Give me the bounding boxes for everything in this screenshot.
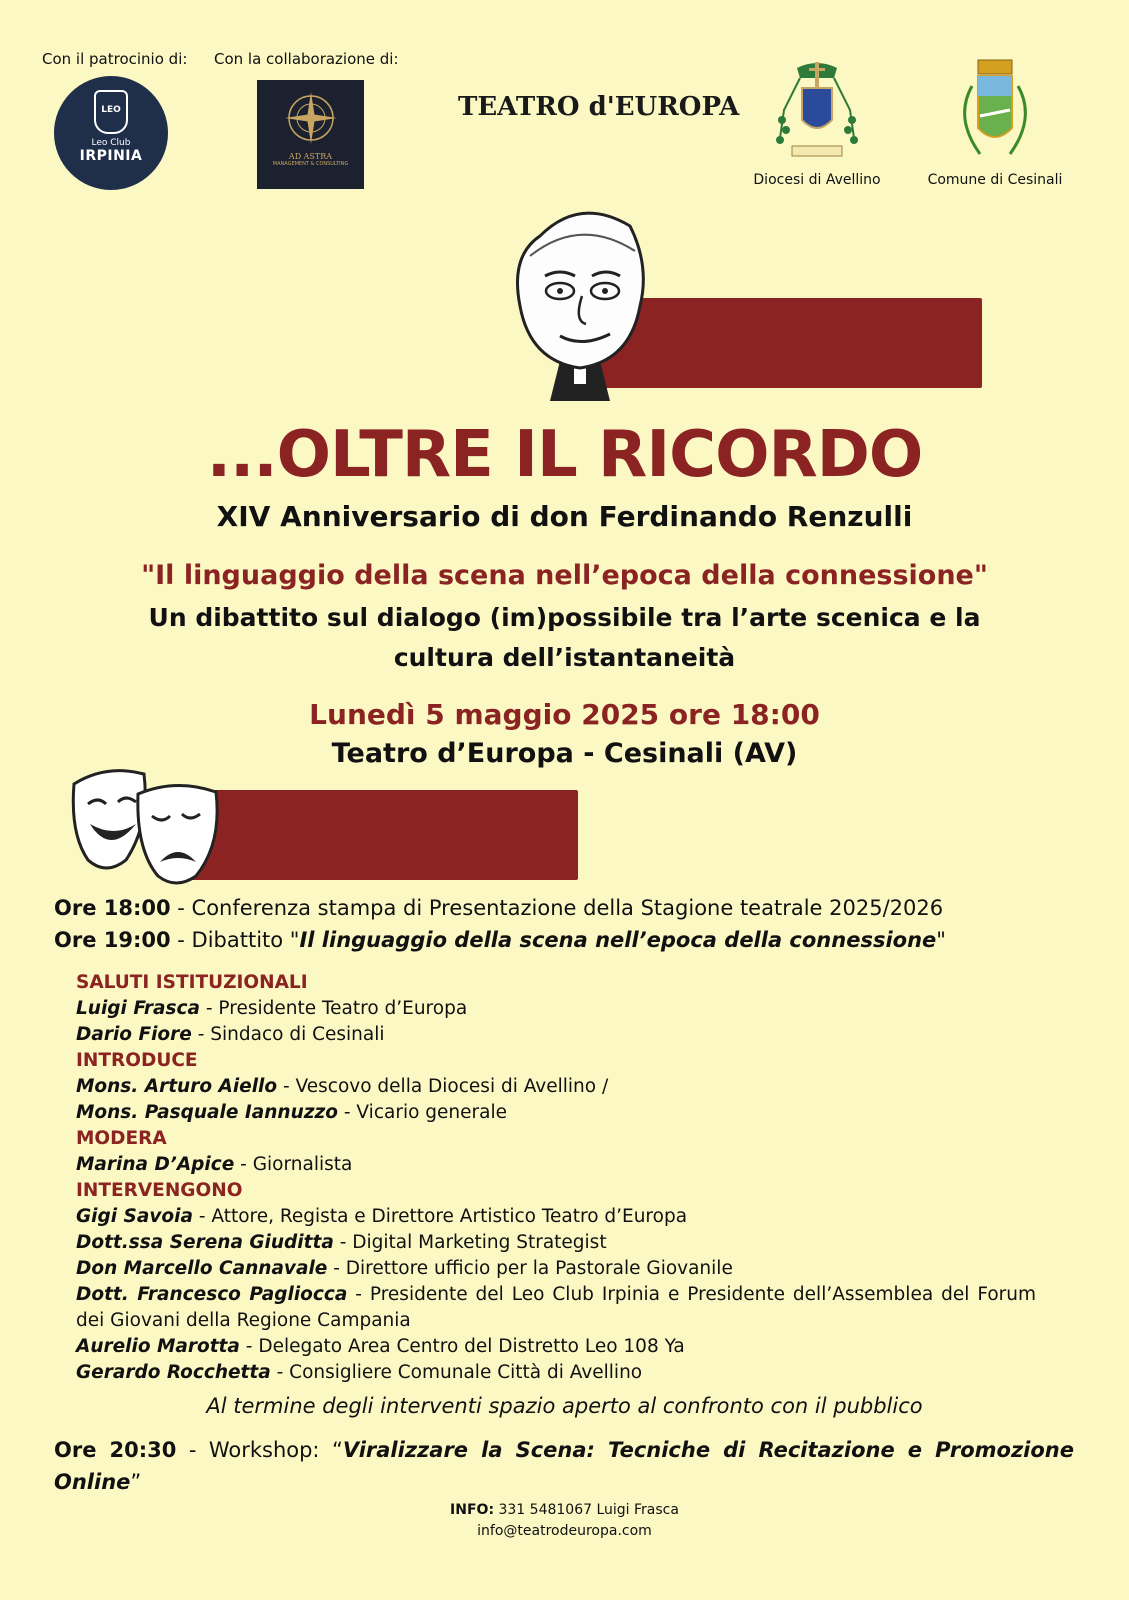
patrocinio-label: Con il patrocinio di: <box>42 50 188 68</box>
info-label: INFO: <box>450 1502 495 1518</box>
speaker-name: Dott.ssa Serena Giuditta <box>76 1232 334 1253</box>
diocesi-caption: Diocesi di Avellino <box>753 172 881 188</box>
program-list <box>76 970 1036 1386</box>
speaker-name: Mons. Arturo Aiello <box>76 1076 278 1097</box>
info-block <box>0 1500 1129 1542</box>
section-introduce: INTRODUCE <box>76 1050 198 1071</box>
speaker-name: Dott. Francesco Pagliocca <box>76 1284 348 1305</box>
speaker-role: - Giornalista <box>234 1154 353 1175</box>
comune-coat-of-arms <box>950 58 1040 166</box>
event-date: Lunedì 5 maggio 2025 ore 18:00 <box>309 698 820 731</box>
theatre-masks-icon <box>66 764 226 890</box>
list-item <box>76 1022 1036 1048</box>
list-item <box>76 1334 1036 1360</box>
workshop-title: Viralizzare la Scena: Tecniche di Recitazione e Promozione Online <box>54 1438 1074 1494</box>
speaker-role: - Sindaco di Cesinali <box>191 1024 385 1045</box>
compass-icon <box>281 88 341 148</box>
event-subtitle: XIV Anniversario di don Ferdinando Renzulli <box>216 500 913 533</box>
speaker-name: Gigi Savoia <box>76 1206 193 1227</box>
workshop-time: Ore 20:30 <box>54 1438 177 1462</box>
speaker-name: Marina D’Apice <box>76 1154 235 1175</box>
leo-line1: Leo Club <box>91 138 131 148</box>
event-venue: Teatro d’Europa - Cesinali (AV) <box>331 738 798 769</box>
leo-club-logo <box>54 76 168 190</box>
info-email[interactable]: info@teatrodeuropa.com <box>477 1523 652 1539</box>
speaker-role: - Attore, Regista e Direttore Artistico Teatro d’Europa <box>192 1206 688 1227</box>
ad-astra-line1: AD ASTRA <box>288 152 333 161</box>
ad-astra-logo <box>257 80 364 189</box>
schedule-time: Ore 19:00 <box>54 928 171 952</box>
event-title: ...OLTRE IL RICORDO <box>206 418 923 492</box>
schedule-sep: - <box>170 896 192 920</box>
speaker-role: - Digital Marketing Strategist <box>333 1232 607 1253</box>
workshop-pre: - Workshop: “ <box>176 1438 343 1462</box>
speaker-name: Don Marcello Cannavale <box>76 1258 328 1279</box>
list-item <box>76 1204 1036 1230</box>
diocesi-coat-of-arms <box>772 60 862 160</box>
speaker-role: - Presidente del Leo Club Irpinia e Presidente dell’Assemblea del Forum dei Giovani della Regione Campania <box>76 1284 1036 1331</box>
debate-description-line2: cultura dell’istantaneità <box>393 643 736 672</box>
list-item <box>76 1256 1036 1282</box>
list-item <box>76 1100 1036 1126</box>
leo-line2: IRPINIA <box>79 148 143 164</box>
schedule-item-1900 <box>54 928 946 952</box>
info-phone: 331 5481067 Luigi Frasca <box>494 1502 679 1518</box>
teatro-deuropa-logo: TEATRO d'EUROPA <box>458 92 740 122</box>
speaker-name: Dario Fiore <box>76 1024 192 1045</box>
list-item <box>76 1074 1036 1100</box>
speaker-name: Luigi Frasca <box>76 998 200 1019</box>
schedule-text: Conferenza stampa di Presentazione della Stagione teatrale 2025/2026 <box>191 896 944 920</box>
section-saluti: SALUTI ISTITUZIONALI <box>76 972 308 993</box>
don-ferdinando-caricature <box>500 196 660 401</box>
debate-description-line1: Un dibattito sul dialogo (im)possibile tra l’arte scenica e la <box>148 603 981 632</box>
list-item <box>76 1360 1036 1386</box>
speaker-name: Gerardo Rocchetta <box>76 1362 271 1383</box>
list-item <box>76 1152 1036 1178</box>
speaker-role: - Vescovo della Diocesi di Avellino / <box>277 1076 609 1097</box>
comune-caption: Comune di Cesinali <box>927 172 1063 188</box>
ad-astra-line2: MANAGEMENT & CONSULTING <box>272 161 349 167</box>
speaker-role: - Vicario generale <box>338 1102 507 1123</box>
schedule-text-em: Il linguaggio della scena nell’epoca della connessione <box>299 928 937 952</box>
list-item <box>76 996 1036 1022</box>
section-intervengono: INTERVENGONO <box>76 1180 243 1201</box>
schedule-sep: - <box>170 928 192 952</box>
decorative-red-bar-middle <box>186 790 578 880</box>
schedule-time: Ore 18:00 <box>54 896 171 920</box>
list-item <box>76 1230 1036 1256</box>
leo-emblem: LEO <box>94 90 128 134</box>
schedule-item-1800 <box>54 896 943 920</box>
list-item <box>76 1282 1036 1334</box>
speaker-name: Mons. Pasquale Iannuzzo <box>76 1102 338 1123</box>
section-modera: MODERA <box>76 1128 167 1149</box>
speaker-name: Aurelio Marotta <box>76 1336 240 1357</box>
speaker-role: - Delegato Area Centro del Distretto Leo 108 Ya <box>239 1336 685 1357</box>
collaborazione-label: Con la collaborazione di: <box>214 50 399 68</box>
workshop-item <box>54 1434 1074 1498</box>
schedule-text-pre: Dibattito " <box>191 928 300 952</box>
speaker-role: - Consigliere Comunale Città di Avellino <box>270 1362 643 1383</box>
debate-title: "Il linguaggio della scena nell’epoca della connessione" <box>141 560 988 591</box>
schedule-text-post: " <box>936 928 946 952</box>
workshop-post: ” <box>130 1470 142 1494</box>
closing-note: Al termine degli interventi spazio aperto al confronto con il pubblico <box>206 1394 923 1418</box>
speaker-role: - Direttore ufficio per la Pastorale Giovanile <box>327 1258 733 1279</box>
speaker-role: - Presidente Teatro d’Europa <box>200 998 468 1019</box>
